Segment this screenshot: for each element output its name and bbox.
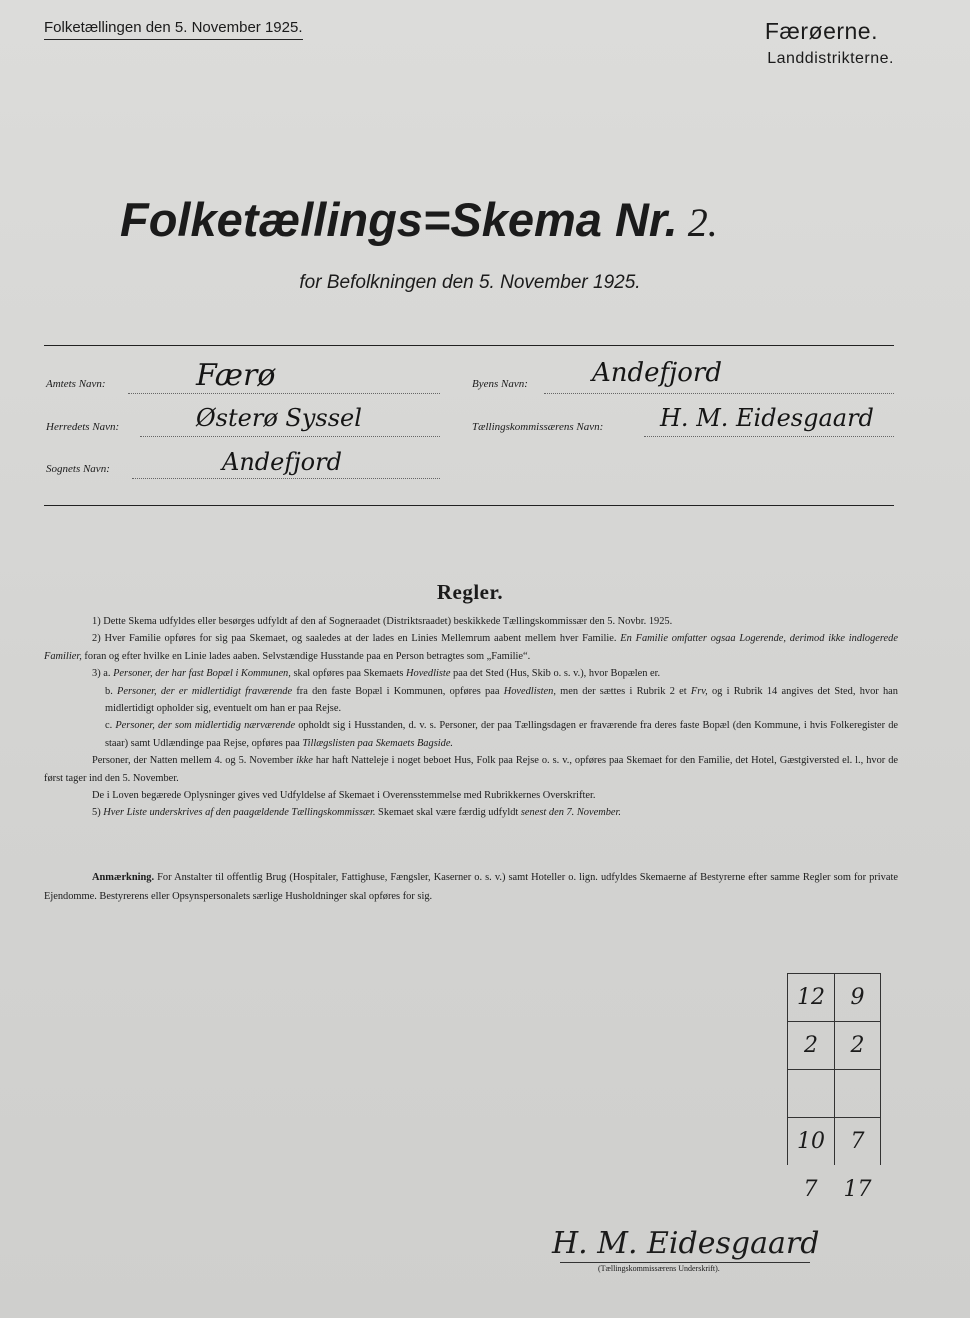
by-line	[544, 393, 894, 394]
rule-3a-italic: Personer, der har fast Bopæl i Kommunen,	[113, 668, 291, 680]
sogn-label: Sognets Navn:	[46, 463, 110, 475]
rule-2-text-end: foran og efter hvilke en Linie lades aaben. Selvstændige Husstande paa en Person betragtes som „Familie“.	[81, 650, 531, 662]
tally-cell: 12	[787, 973, 834, 1021]
rule-4: De i Loven begærede Oplysninger gives ved Udfyldelse af Skemaet i Overensstemmelse med Rubrikkernes Overskrifter.	[92, 790, 596, 802]
rule-3b	[27, 683, 898, 718]
tally-total: 7	[803, 1176, 818, 1202]
region-header: Færøerne.	[764, 18, 878, 44]
rule-5-text: Skemaet skal være færdig udfyldt	[375, 807, 521, 819]
herred-label: Herredets Navn:	[46, 421, 120, 433]
kommissaer-value: H. M. Eidesgaard	[660, 404, 874, 432]
rule-3a-text: skal opføres paa Skemaets	[290, 668, 406, 680]
form-title-text: Folketællings=Skema Nr.	[120, 193, 678, 246]
rule-3c-num: c.	[105, 720, 116, 732]
rule-5	[44, 804, 898, 821]
tally-row	[787, 1069, 883, 1117]
tally-cell: 10	[787, 1117, 834, 1165]
rule-3a	[44, 665, 898, 682]
bottom-divider	[44, 505, 894, 506]
herred-line	[140, 436, 440, 437]
rule-5-italic: Hver Liste underskrives af den paagældende Tællingskommissær.	[103, 807, 376, 819]
rule-3d-text: Personer, der Natten mellem 4. og 5. November	[92, 755, 297, 767]
form-number: 2.	[687, 200, 718, 245]
tally-cell: 9	[834, 973, 881, 1021]
rule-3c-text: opholdt sig i Husstanden, d. v. s. Personer, der paa Tællingsdagen er fraværende fra deres faste Bopæl (den Kommune, i hvis Folkeregister de staar) samt Udlændinge paa Rejse, opføres paa	[105, 720, 899, 749]
rule-3b-text: fra den faste Bopæl i Kommunen, opføres paa	[292, 685, 504, 697]
tally-total: 17	[843, 1176, 872, 1202]
by-value: Andefjord	[592, 358, 722, 388]
amt-line	[128, 393, 440, 394]
rule-3c	[27, 717, 898, 752]
rule-3b-text-3: og i Rubrik 14 angives det Sted, hvor han midlertidigt opholder sig, eventuelt om han er paa Rejse.	[105, 685, 898, 715]
annotation-note	[44, 868, 898, 906]
tally-row	[787, 1021, 883, 1069]
rule-2-text: 2) Hver Familie opføres for sig paa Skemaet, og saaledes at der lades en Linies Mellemrum aabent mellem hver Familie.	[92, 633, 621, 645]
tally-row	[787, 973, 883, 1021]
rule-3b-italic-2: Hovedlisten,	[503, 685, 556, 697]
rule-3c-italic-2: Tillægslisten paa Skemaets Bagside.	[302, 737, 454, 749]
top-divider	[44, 345, 894, 346]
herred-value: Østerø Syssel	[196, 404, 362, 432]
tally-grid	[787, 973, 883, 1213]
tally-cell	[787, 1069, 834, 1117]
tally-totals-row	[787, 1165, 883, 1213]
rule-3b-num: b.	[105, 685, 118, 697]
tally-cell: 7	[834, 1117, 881, 1165]
kommissaer-line	[644, 436, 894, 437]
rule-3d	[44, 752, 898, 787]
amt-value: Færø	[196, 358, 276, 393]
signature: H. M. Eidesgaard	[552, 1226, 820, 1261]
rules-text	[44, 613, 898, 822]
tally-cell	[834, 1069, 881, 1117]
rules-title: Regler.	[436, 580, 504, 604]
signature-line	[560, 1262, 810, 1263]
tally-cell: 2	[787, 1021, 834, 1069]
rule-3d-italic: ikke	[296, 755, 313, 767]
sogn-value: Andefjord	[222, 448, 342, 476]
census-date-header: Folketællingen den 5. November 1925.	[44, 18, 303, 40]
signature-caption: (Tællingskommissærens Underskrift).	[598, 1264, 720, 1273]
tally-cell: 2	[834, 1021, 881, 1069]
by-label: Byens Navn:	[472, 378, 528, 390]
form-title	[120, 192, 860, 247]
rule-3d-text-2: har haft Natteleje i noget beboet Hus, Folk paa Rejse o. s. v., opføres paa Skemaet for den Familie, det Hotel, Gæstgiversted el. l., hvor de først tager ind den 5. November.	[44, 755, 899, 784]
district-header: Landdistrikterne.	[767, 50, 894, 67]
tally-row	[787, 1117, 883, 1165]
rule-3a-num: 3) a.	[92, 668, 114, 680]
rule-5-italic-2: senest den 7. November.	[520, 807, 622, 819]
form-subtitle: for Befolkningen den 5. November 1925.	[299, 272, 641, 293]
kommissaer-label: Tællingskommissærens Navn:	[472, 421, 604, 433]
rule-3c-italic: Personer, der som midlertidig nærværende	[115, 720, 296, 732]
rule-2	[44, 630, 898, 665]
note-text: For Anstalter til offentlig Brug (Hospitaler, Fattighuse, Fængsler, Kaserner o. s. v.) samt Hoteller o. lign. udfyldes Skemaerne af Bestyrerne efter samme Regler som for private Ejendomme. Bestyrerens eller Opsynspersonalets særlige Husholdninger skal opføres for sig.	[44, 872, 898, 902]
sogn-line	[132, 478, 440, 479]
rule-3b-text-2: men der sættes i Rubrik 2 et	[555, 685, 691, 697]
rule-2-italic: En Familie omfatter ogsaa Logerende, derimod ikke indlogerede Familier,	[44, 633, 898, 662]
rule-3b-italic: Personer, der er midlertidigt fraværende	[117, 685, 293, 697]
amt-label: Amtets Navn:	[46, 378, 106, 390]
rule-3b-italic-3: Frv,	[690, 685, 708, 697]
rule-3a-text-2: paa det Sted (Hus, Skib o. s. v.), hvor Bopælen er.	[450, 668, 661, 680]
rule-1: 1) Dette Skema udfyldes eller besørges udfyldt af den af Sogneraadet (Distriktsraadet) beskikkede Tællingskommissær den 5. Novbr. 1925.	[92, 616, 673, 627]
rule-5-num: 5)	[92, 807, 104, 819]
note-label: Anmærkning.	[92, 872, 155, 883]
rule-3a-italic-2: Hovedliste	[406, 668, 451, 680]
